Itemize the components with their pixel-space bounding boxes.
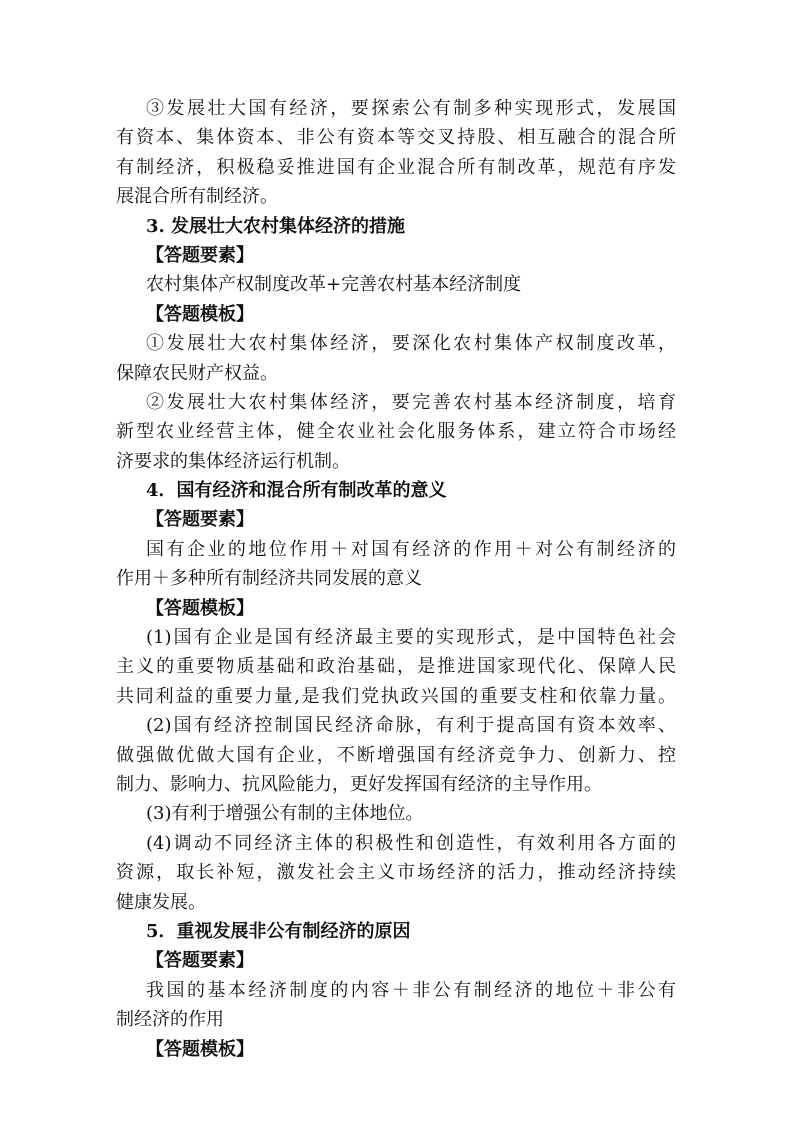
- text-line: 农村集体产权制度改革+完善农村基本经济制度: [146, 274, 522, 296]
- text-line: 新型农业经营主体，健全农业社会化服务体系，建立符合市场经: [116, 421, 676, 443]
- text-line: (4)调动不同经济主体的积极性和创造性，有效利用各方面的: [146, 832, 676, 854]
- text-line: 做强做优做大国有企业，不断增强国有经济竞争力、创新力、控: [116, 744, 676, 766]
- section-heading-line: 【答题要素】: [146, 509, 254, 531]
- text-line: 制力、影响力、抗风险能力，更好发挥国有经济的主导作用。: [116, 773, 602, 795]
- text-line: ③发展壮大国有经济，要探索公有制多种实现形式，发展国: [146, 98, 676, 119]
- section-heading-line: 4．国有经济和混合所有制改革的意义: [146, 480, 447, 502]
- section-heading-line: 【答题模板】: [146, 1038, 254, 1060]
- document-body: [116, 94, 676, 1064]
- text-line: 济要求的集体经济运行机制。: [116, 450, 350, 472]
- text-column: [116, 94, 676, 1064]
- text-line: 我国的基本经济制度的内容＋非公有制经济的地位＋非公有: [146, 979, 676, 1001]
- text-line: 制经济的作用: [116, 1009, 224, 1031]
- text-line: 有资本、集体资本、非公有资本等交叉持股、相互融合的混合所: [116, 127, 676, 149]
- text-line: ②发展壮大农村集体经济，要完善农村基本经济制度，培育: [146, 391, 676, 413]
- text-line: 健康发展。: [116, 891, 206, 913]
- text-line: 有制经济，积极稳妥推进国有企业混合所有制改革，规范有序发: [116, 156, 676, 178]
- section-heading-line: 3. 发展壮大农村集体经济的措施: [146, 215, 406, 237]
- text-line: ①发展壮大农村集体经济，要深化农村集体产权制度改革，: [146, 333, 676, 355]
- text-line: 作用＋多种所有制经济共同发展的意义: [116, 568, 422, 590]
- text-line: (2)国有经济控制国民经济命脉，有利于提高国有资本效率、: [146, 715, 676, 737]
- text-line: 主义的重要物质基础和政治基础，是推进国家现代化、保障人民: [116, 656, 676, 678]
- text-line: 资源，取长补短，激发社会主义市场经济的活力，推动经济持续: [116, 862, 676, 884]
- section-heading-line: 5．重视发展非公有制经济的原因: [146, 920, 411, 942]
- section-heading-line: 【答题要素】: [146, 244, 254, 266]
- text-line: 展混合所有制经济。: [116, 186, 278, 208]
- text-line: 保障农民财产权益。: [116, 362, 278, 384]
- text-line: 共同利益的重要力量,是我们党执政兴国的重要支柱和依靠力量。: [116, 685, 676, 707]
- section-heading-line: 【答题要素】: [146, 950, 254, 972]
- text-line: (1)国有企业是国有经济最主要的实现形式，是中国特色社会: [146, 627, 676, 649]
- text-line: (3)有利于增强公有制的主体地位。: [146, 803, 424, 825]
- section-heading-line: 【答题模板】: [146, 597, 254, 619]
- text-line: 国有企业的地位作用＋对国有经济的作用＋对公有制经济的: [146, 538, 676, 560]
- section-heading-line: 【答题模板】: [146, 303, 254, 325]
